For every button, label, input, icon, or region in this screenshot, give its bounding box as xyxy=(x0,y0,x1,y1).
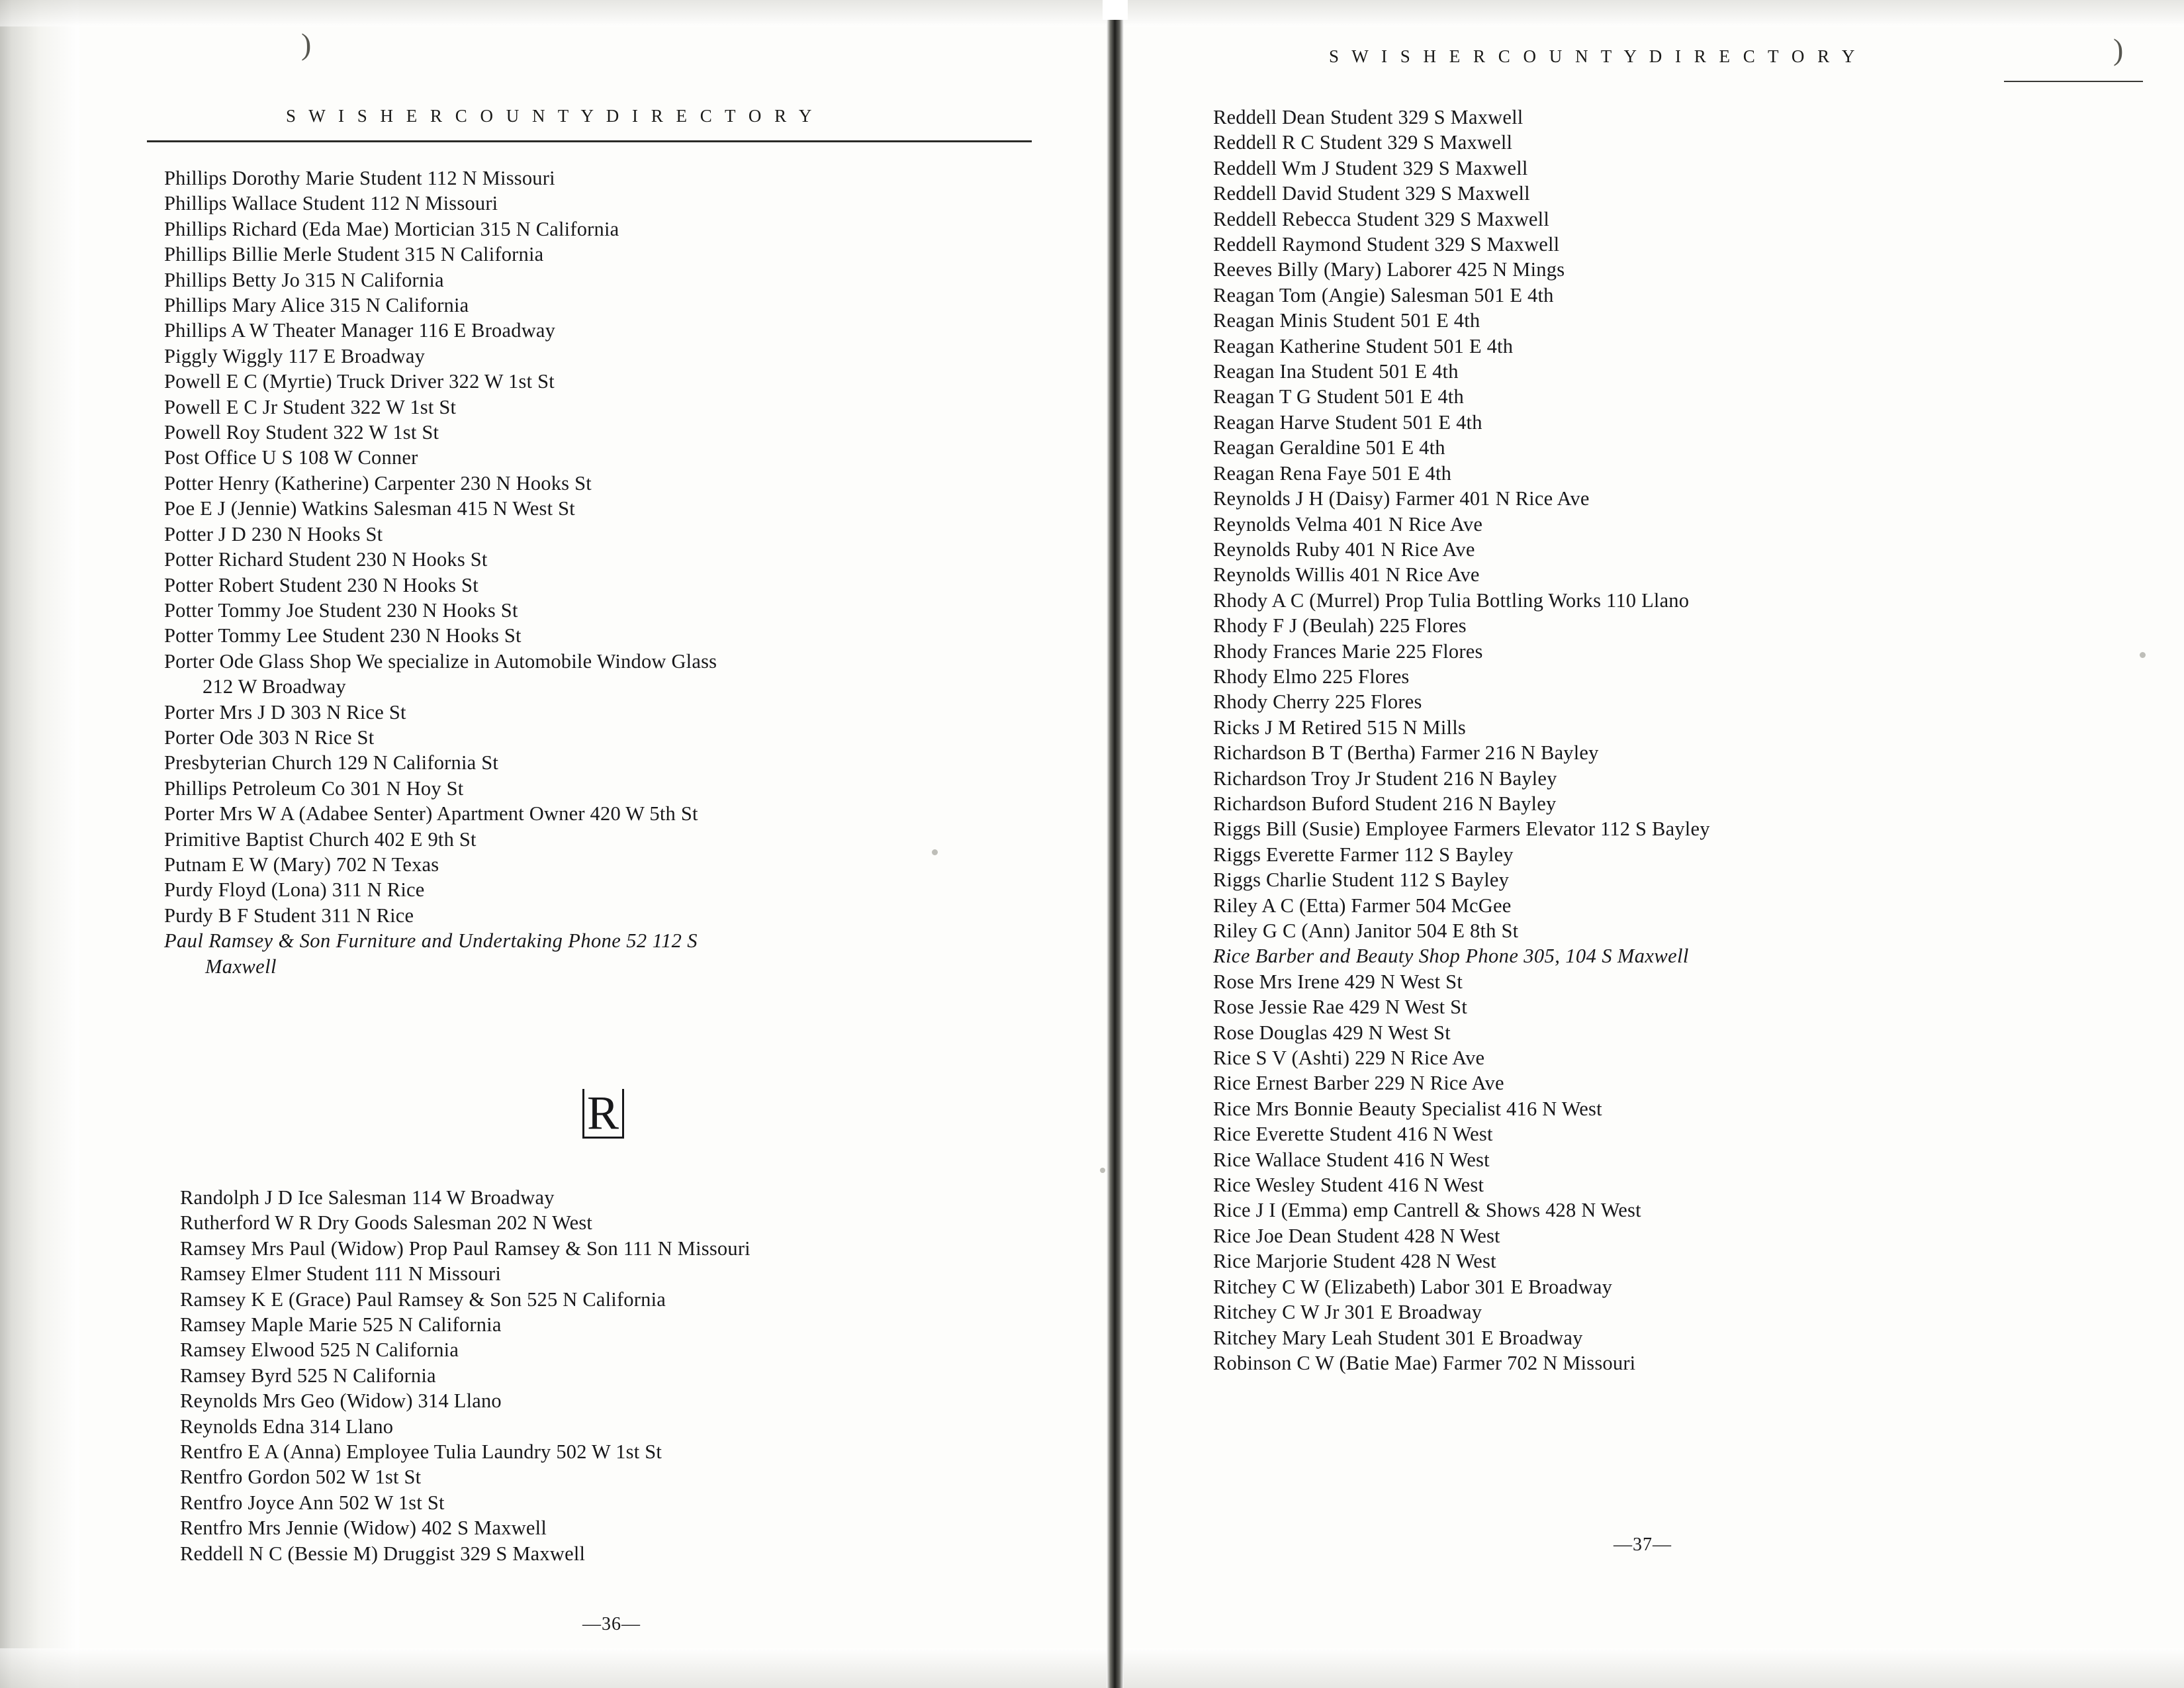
directory-entry xyxy=(164,852,1091,877)
directory-entry xyxy=(1213,969,2173,994)
directory-entry-text: Riley A C (Etta) Farmer 504 McGee xyxy=(1213,894,1512,917)
directory-entry xyxy=(164,267,1091,293)
right-page-running-head: S W I S H E R C O U N T Y D I R E C T O R Y xyxy=(1329,46,1859,66)
directory-entry-continuation: Maxwell xyxy=(205,955,277,978)
directory-entry-text: Porter Mrs W A (Adabee Senter) Apartment Owner 420 W 5th St xyxy=(164,802,698,825)
directory-entry-text: Phillips Betty Jo 315 N California xyxy=(164,268,444,291)
directory-entry-text: Poe E J (Jennie) Watkins Salesman 415 N West St xyxy=(164,497,575,520)
directory-entry-text: Potter J D 230 N Hooks St xyxy=(164,522,383,545)
directory-entry-text: Reddell N C (Bessie M) Druggist 329 S Maxwell xyxy=(180,1542,586,1565)
directory-entry-text: Phillips Dorothy Marie Student 112 N Missouri xyxy=(164,167,555,189)
directory-entry xyxy=(1213,842,2173,867)
directory-entry xyxy=(1213,359,2173,384)
directory-entry xyxy=(1213,588,2173,613)
directory-entry xyxy=(1213,435,2173,460)
directory-entry-text: Rice Mrs Bonnie Beauty Specialist 416 N West xyxy=(1213,1097,1602,1120)
directory-entry xyxy=(1213,207,2173,232)
directory-entry xyxy=(164,216,1091,242)
directory-entry xyxy=(180,1337,1107,1362)
directory-entry-text: Rentfro E A (Anna) Employee Tulia Laundry 502 W 1st St xyxy=(180,1440,662,1464)
directory-entry xyxy=(1213,334,2173,359)
directory-entry-text: Rice Barber and Beauty Shop Phone 305, 104 S Maxwell xyxy=(1213,945,1689,968)
directory-entry-text: Rentfro Joyce Ann 502 W 1st St xyxy=(180,1491,445,1514)
directory-entry xyxy=(1213,461,2173,486)
directory-entry-text: Reagan Katherine Student 501 E 4th xyxy=(1213,334,1514,357)
directory-entry xyxy=(1213,994,2173,1019)
directory-entry-text: Reeves Billy (Mary) Laborer 425 N Mings xyxy=(1213,258,1565,281)
directory-entry-text: Porter Mrs J D 303 N Rice St xyxy=(164,700,406,724)
directory-entry-text: Ramsey Mrs Paul (Widow) Prop Paul Ramsey & Son 111 N Missouri xyxy=(180,1237,751,1260)
directory-entry xyxy=(1213,308,2173,333)
directory-entry-text: Phillips Petroleum Co 301 N Hoy St xyxy=(164,776,464,800)
directory-entry-text: Randolph J D Ice Salesman 114 W Broadway xyxy=(180,1186,555,1209)
directory-entry-text: Rose Mrs Irene 429 N West St xyxy=(1213,970,1463,993)
directory-entry-text: Rutherford W R Dry Goods Salesman 202 N West xyxy=(180,1211,593,1235)
directory-entry-text: Reynolds Velma 401 N Rice Ave xyxy=(1213,512,1483,536)
directory-entry xyxy=(1213,766,2173,791)
directory-entry xyxy=(1213,1197,2173,1223)
directory-entry-text: Reynolds Mrs Geo (Widow) 314 Llano xyxy=(180,1389,502,1413)
directory-entry-text: Powell E C (Myrtie) Truck Driver 322 W 1st St xyxy=(164,370,555,393)
directory-entry-text: Potter Tommy Lee Student 230 N Hooks St xyxy=(164,624,522,647)
directory-entry-text: Purdy Floyd (Lona) 311 N Rice xyxy=(164,878,425,902)
directory-entry xyxy=(1213,410,2173,435)
directory-entry xyxy=(1213,181,2173,206)
directory-entry xyxy=(1213,1274,2173,1299)
directory-entry xyxy=(1213,740,2173,765)
directory-entry xyxy=(180,1414,1107,1439)
directory-entry-text: Rice Wesley Student 416 N West xyxy=(1213,1174,1484,1197)
directory-entry-text: Potter Robert Student 230 N Hooks St xyxy=(164,573,478,596)
directory-entry-text: Purdy B F Student 311 N Rice xyxy=(164,904,414,927)
directory-entry-text: Richardson Buford Student 216 N Bayley xyxy=(1213,792,1557,815)
scan-speck xyxy=(1100,1168,1105,1173)
book-gutter-shadow xyxy=(1107,0,1124,1688)
directory-entry xyxy=(180,1464,1107,1489)
directory-entry-text: Potter Henry (Katherine) Carpenter 230 N Hooks St xyxy=(164,471,592,494)
directory-entry xyxy=(1213,893,2173,918)
directory-entry xyxy=(164,445,1091,470)
directory-entry-text: Riggs Charlie Student 112 S Bayley xyxy=(1213,868,1510,892)
directory-entry xyxy=(1213,384,2173,409)
directory-entry xyxy=(180,1490,1107,1515)
directory-entry xyxy=(164,547,1091,572)
directory-entry-text: Rice Ernest Barber 229 N Rice Ave xyxy=(1213,1072,1504,1095)
directory-entry-text: Reynolds J H (Daisy) Farmer 401 N Rice Ave xyxy=(1213,487,1590,510)
directory-entry-text: Reynolds Edna 314 Llano xyxy=(180,1415,394,1438)
directory-entry xyxy=(1213,486,2173,511)
directory-entry-text: Riggs Bill (Susie) Employee Farmers Elevator 112 S Bayley xyxy=(1213,818,1710,841)
directory-entry-text: Rice Everette Student 416 N West xyxy=(1213,1123,1493,1146)
directory-entry xyxy=(164,776,1091,801)
directory-entry xyxy=(1213,562,2173,587)
directory-entry xyxy=(180,1312,1107,1337)
directory-entry-text: Powell Roy Student 322 W 1st St xyxy=(164,421,439,444)
directory-entry xyxy=(1213,283,2173,308)
directory-entry xyxy=(164,165,1091,191)
directory-entry-text: Rice Wallace Student 416 N West xyxy=(1213,1148,1490,1171)
directory-entry-text: Ramsey K E (Grace) Paul Ramsey & Son 525 N California xyxy=(180,1288,666,1311)
directory-entry xyxy=(1213,537,2173,562)
directory-entry-text: Porter Ode Glass Shop We specialize in Automobile Window Glass xyxy=(164,649,717,673)
directory-entry xyxy=(1213,257,2173,282)
right-page xyxy=(1124,0,2184,1688)
directory-entry xyxy=(164,369,1091,394)
directory-entry xyxy=(1213,1070,2173,1096)
directory-entry xyxy=(180,1261,1107,1286)
directory-entry-text: Reddell David Student 329 S Maxwell xyxy=(1213,182,1530,205)
directory-entry xyxy=(1213,689,2173,714)
directory-entry xyxy=(1213,943,2173,968)
directory-entry-text: Phillips A W Theater Manager 116 E Broadway xyxy=(164,319,556,342)
directory-entry xyxy=(164,191,1091,216)
scan-speck xyxy=(2140,652,2146,658)
directory-entry-text: Reddell Dean Student 329 S Maxwell xyxy=(1213,106,1524,128)
right-page-folio: —37— xyxy=(1614,1534,1672,1555)
directory-entry xyxy=(180,1363,1107,1388)
directory-entry xyxy=(180,1185,1107,1210)
directory-entry xyxy=(164,801,1091,826)
directory-entry xyxy=(180,1236,1107,1261)
directory-entry xyxy=(1213,639,2173,664)
directory-entry-text: Rice S V (Ashti) 229 N Rice Ave xyxy=(1213,1047,1485,1070)
directory-entry xyxy=(1213,664,2173,689)
directory-entry xyxy=(1213,1045,2173,1070)
directory-entry-text: Presbyterian Church 129 N California St xyxy=(164,751,499,774)
directory-entry xyxy=(164,420,1091,445)
directory-entry xyxy=(164,395,1091,420)
directory-entry xyxy=(1213,1248,2173,1274)
directory-entry-text: Reagan Minis Student 501 E 4th xyxy=(1213,309,1480,332)
directory-entry xyxy=(164,471,1091,496)
directory-entry-text: Phillips Mary Alice 315 N California xyxy=(164,294,469,317)
directory-entry xyxy=(1213,816,2173,841)
directory-entry-text: Richardson B T (Bertha) Farmer 216 N Bayley xyxy=(1213,741,1599,765)
directory-entry xyxy=(1213,1147,2173,1172)
directory-entry xyxy=(1213,232,2173,257)
left-page-entry-list-p xyxy=(164,165,1091,979)
directory-entry xyxy=(164,573,1091,598)
directory-entry xyxy=(1213,791,2173,816)
directory-entry-text: Paul Ramsey & Son Furniture and Undertaking Phone 52 112 S xyxy=(164,929,698,953)
directory-entry-text: Ritchey C W Jr 301 E Broadway xyxy=(1213,1301,1482,1324)
directory-entry-text: Rhody Frances Marie 225 Flores xyxy=(1213,639,1483,663)
directory-entry-text: Richardson Troy Jr Student 216 N Bayley xyxy=(1213,767,1557,790)
directory-entry-text: Primitive Baptist Church 402 E 9th St xyxy=(164,827,477,851)
right-page-entry-list xyxy=(1213,105,2173,1376)
directory-entry-text: Reagan Geraldine 501 E 4th xyxy=(1213,436,1445,459)
directory-entry-continuation: 212 W Broadway xyxy=(203,675,346,698)
directory-entry-text: Rice J I (Emma) emp Cantrell & Shows 428 N West xyxy=(1213,1199,1641,1222)
directory-entry xyxy=(164,344,1091,369)
directory-entry xyxy=(164,496,1091,521)
directory-entry-text: Reagan Tom (Angie) Salesman 501 E 4th xyxy=(1213,283,1554,306)
directory-entry-text: Ritchey Mary Leah Student 301 E Broadway xyxy=(1213,1326,1583,1349)
section-letter-glyph: R xyxy=(582,1089,624,1139)
directory-entry-text: Rhody Elmo 225 Flores xyxy=(1213,665,1410,688)
directory-entry-text: Rice Marjorie Student 428 N West xyxy=(1213,1250,1496,1273)
directory-entry-text: Reynolds Willis 401 N Rice Ave xyxy=(1213,563,1480,586)
directory-entry-text: Reagan Rena Faye 501 E 4th xyxy=(1213,461,1452,485)
directory-entry-text: Piggly Wiggly 117 E Broadway xyxy=(164,344,426,367)
directory-entry xyxy=(164,318,1091,343)
directory-entry-text: Powell E C Jr Student 322 W 1st St xyxy=(164,395,457,418)
directory-entry-text: Ramsey Byrd 525 N California xyxy=(180,1364,436,1387)
directory-entry-text: Phillips Billie Merle Student 315 N California xyxy=(164,243,544,266)
directory-entry xyxy=(1213,715,2173,740)
directory-entry-text: Reddell R C Student 329 S Maxwell xyxy=(1213,131,1513,154)
directory-entry xyxy=(164,242,1091,267)
directory-entry xyxy=(1213,1096,2173,1121)
directory-entry xyxy=(1213,918,2173,943)
directory-entry xyxy=(164,623,1091,648)
directory-entry-text: Rice Joe Dean Student 428 N West xyxy=(1213,1224,1500,1247)
margin-pen-mark-right: ) xyxy=(2113,32,2124,66)
directory-entry-text: Reynolds Ruby 401 N Rice Ave xyxy=(1213,538,1475,561)
directory-entry xyxy=(180,1541,1107,1566)
directory-entry xyxy=(1213,867,2173,892)
section-letter-r xyxy=(582,1086,624,1141)
directory-entry xyxy=(1213,1299,2173,1325)
directory-entry xyxy=(1213,1020,2173,1045)
directory-entry xyxy=(1213,156,2173,181)
right-page-header-rule xyxy=(2004,81,2143,82)
left-page-header-rule xyxy=(147,140,1032,142)
directory-entry xyxy=(1213,1172,2173,1197)
directory-entry xyxy=(164,598,1091,623)
directory-entry xyxy=(164,750,1091,775)
directory-entry xyxy=(164,700,1091,725)
directory-entry xyxy=(164,293,1091,318)
directory-entry-text: Potter Richard Student 230 N Hooks St xyxy=(164,548,488,571)
directory-entry xyxy=(1213,613,2173,638)
directory-entry xyxy=(1213,1350,2173,1376)
directory-entry xyxy=(164,725,1091,750)
directory-entry-text: Ramsey Maple Marie 525 N California xyxy=(180,1313,502,1336)
directory-entry-text: Reagan Ina Student 501 E 4th xyxy=(1213,360,1459,383)
directory-entry xyxy=(180,1287,1107,1312)
directory-entry-text: Ricks J M Retired 515 N Mills xyxy=(1213,716,1466,739)
directory-entry-text: Reddell Wm J Student 329 S Maxwell xyxy=(1213,156,1528,179)
directory-entry xyxy=(164,827,1091,852)
directory-entry xyxy=(1213,105,2173,130)
scan-speck xyxy=(932,849,938,855)
directory-entry xyxy=(180,1210,1107,1235)
margin-pen-mark-left: ) xyxy=(301,27,312,61)
directory-entry xyxy=(164,903,1091,928)
directory-entry-text: Ritchey C W (Elizabeth) Labor 301 E Broadway xyxy=(1213,1275,1613,1298)
directory-entry xyxy=(164,877,1091,902)
directory-entry-text: Porter Ode 303 N Rice St xyxy=(164,726,375,749)
directory-entry-text: Riley G C (Ann) Janitor 504 E 8th St xyxy=(1213,919,1519,942)
left-page-entry-list-r xyxy=(180,1185,1107,1566)
directory-entry-text: Rhody A C (Murrel) Prop Tulia Bottling Works 110 Llano xyxy=(1213,588,1690,612)
left-page-folio: —36— xyxy=(582,1614,641,1634)
directory-entry-text: Reddell Rebecca Student 329 S Maxwell xyxy=(1213,207,1549,230)
directory-entry xyxy=(1213,1223,2173,1248)
directory-entry-text: Rhody F J (Beulah) 225 Flores xyxy=(1213,614,1467,637)
directory-entry-text: Robinson C W (Batie Mae) Farmer 702 N Missouri xyxy=(1213,1351,1636,1374)
directory-entry xyxy=(1213,130,2173,155)
directory-entry-text: Riggs Everette Farmer 112 S Bayley xyxy=(1213,843,1514,866)
directory-entry-text: Rhody Cherry 225 Flores xyxy=(1213,690,1422,714)
directory-entry xyxy=(1213,512,2173,537)
directory-entry-text: Reddell Raymond Student 329 S Maxwell xyxy=(1213,233,1560,256)
directory-entry-text: Rentfro Gordon 502 W 1st St xyxy=(180,1466,422,1489)
directory-entry xyxy=(164,522,1091,547)
directory-entry-text: Phillips Richard (Eda Mae) Mortician 315 N California xyxy=(164,217,619,240)
directory-entry-text: Rentfro Mrs Jennie (Widow) 402 S Maxwell xyxy=(180,1517,547,1540)
directory-entry xyxy=(1213,1121,2173,1147)
directory-entry xyxy=(164,928,1091,979)
directory-entry xyxy=(180,1515,1107,1540)
directory-entry-text: Reagan Harve Student 501 E 4th xyxy=(1213,410,1482,434)
directory-entry xyxy=(180,1439,1107,1464)
directory-entry-text: Phillips Wallace Student 112 N Missouri xyxy=(164,192,498,215)
left-page-running-head: S W I S H E R C O U N T Y D I R E C T O R Y xyxy=(286,106,816,126)
directory-entry-text: Ramsey Elmer Student 111 N Missouri xyxy=(180,1262,502,1286)
directory-entry-text: Reagan T G Student 501 E 4th xyxy=(1213,385,1464,408)
directory-entry xyxy=(164,649,1091,700)
directory-entry-text: Post Office U S 108 W Conner xyxy=(164,446,418,469)
directory-entry-text: Ramsey Elwood 525 N California xyxy=(180,1338,459,1362)
directory-entry-text: Putnam E W (Mary) 702 N Texas xyxy=(164,853,439,876)
directory-entry-text: Rose Jessie Rae 429 N West St xyxy=(1213,996,1468,1019)
directory-entry-text: Potter Tommy Joe Student 230 N Hooks St xyxy=(164,598,518,622)
directory-entry-text: Rose Douglas 429 N West St xyxy=(1213,1021,1451,1044)
directory-entry xyxy=(180,1388,1107,1413)
directory-entry xyxy=(1213,1325,2173,1350)
